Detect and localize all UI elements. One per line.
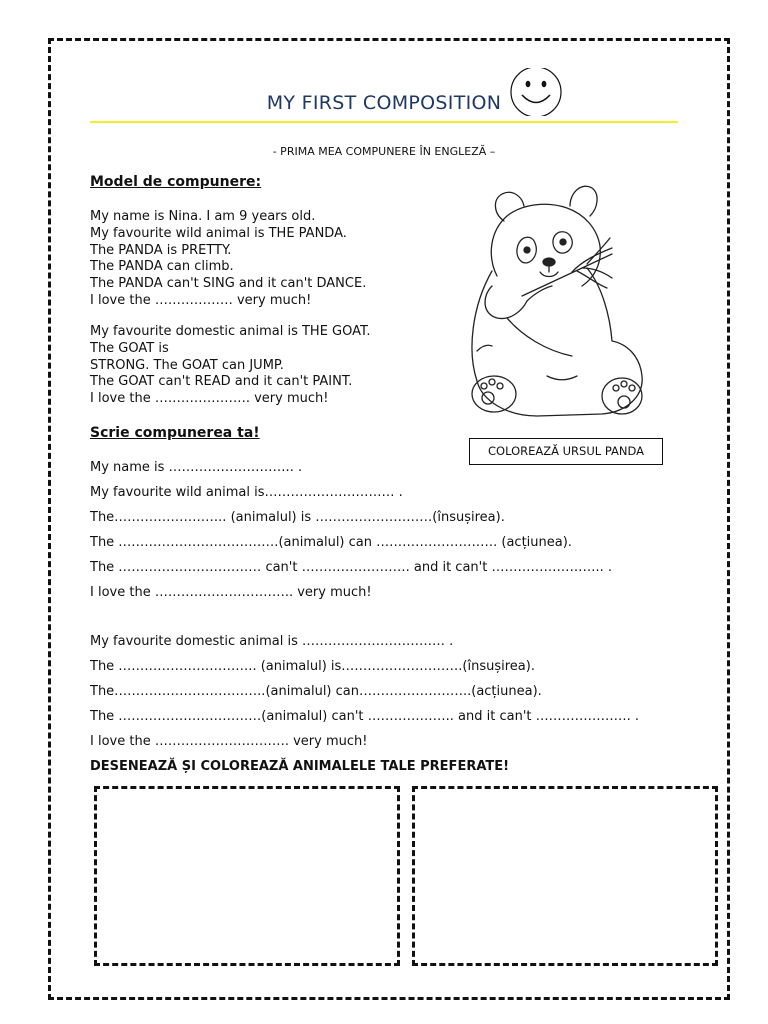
model-line: I love the …………………. very much! (90, 391, 329, 407)
model-line: The PANDA is PRETTY. (90, 242, 232, 258)
fill-line: The…………………….. (animalul) is ………………………(însușirea). (90, 510, 505, 525)
model-line: My favourite wild animal is THE PANDA. (90, 225, 347, 241)
fill-line: The ……………………………(animalul) can't ……………….. and it can't …………………. . (90, 709, 640, 724)
model-line: The GOAT can't READ and it can't PAINT. (90, 374, 353, 390)
model-paragraph-2 (90, 324, 371, 408)
subtitle: - PRIMA MEA COMPUNERE ÎN ENGLEZĂ – (272, 145, 496, 158)
fill-line: My favourite wild animal is………………………… . (90, 485, 403, 500)
model-heading: Model de compunere: (90, 174, 262, 190)
model-line: The PANDA can't SING and it can't DANCE. (90, 276, 367, 292)
drawing-box-right (412, 786, 718, 966)
model-paragraph-1 (90, 209, 366, 310)
panda-illustration (452, 176, 652, 426)
fill-line: The……………………………..(animalul) can……………………..(acțiunea). (90, 684, 542, 699)
model-line: STRONG. The GOAT can JUMP. (90, 357, 284, 373)
fill-line: I love the ………………………….. very much! (90, 585, 372, 600)
drawing-instruction: DESENEAZĂ ȘI COLOREAZĂ ANIMALELE TALE PREFERATE! (90, 759, 510, 774)
model-line: My favourite domestic animal is THE GOAT. (90, 324, 371, 339)
model-line: I love the ……………… very much! (90, 292, 312, 308)
fill-line: I love the …………………………. very much! (90, 734, 368, 749)
fill-line: The ………………………….. (animalul) is……………………….(însușirea). (90, 659, 535, 674)
model-line: My name is Nina. I am 9 years old. (90, 209, 316, 224)
page-title: MY FIRST COMPOSITION (266, 92, 502, 114)
fill-line: The ……………………………….(animalul) can ………………………. (acțiunea). (90, 535, 572, 550)
drawing-box-left (94, 786, 400, 966)
image-caption: COLOREAZĂ URSUL PANDA (469, 438, 663, 465)
model-line: The GOAT is (90, 340, 169, 356)
fill-line: The …………………………… can't ……………………. and it can't …………………….. . (90, 560, 612, 575)
fill-line: My favourite domestic animal is …………………………… . (90, 634, 454, 649)
smiley-icon (509, 68, 563, 116)
title-underline (90, 121, 678, 123)
write-heading: Scrie compunerea ta! (90, 425, 260, 441)
fill-line: My name is ……………………….. . (90, 460, 303, 475)
model-line: The PANDA can climb. (90, 259, 234, 275)
